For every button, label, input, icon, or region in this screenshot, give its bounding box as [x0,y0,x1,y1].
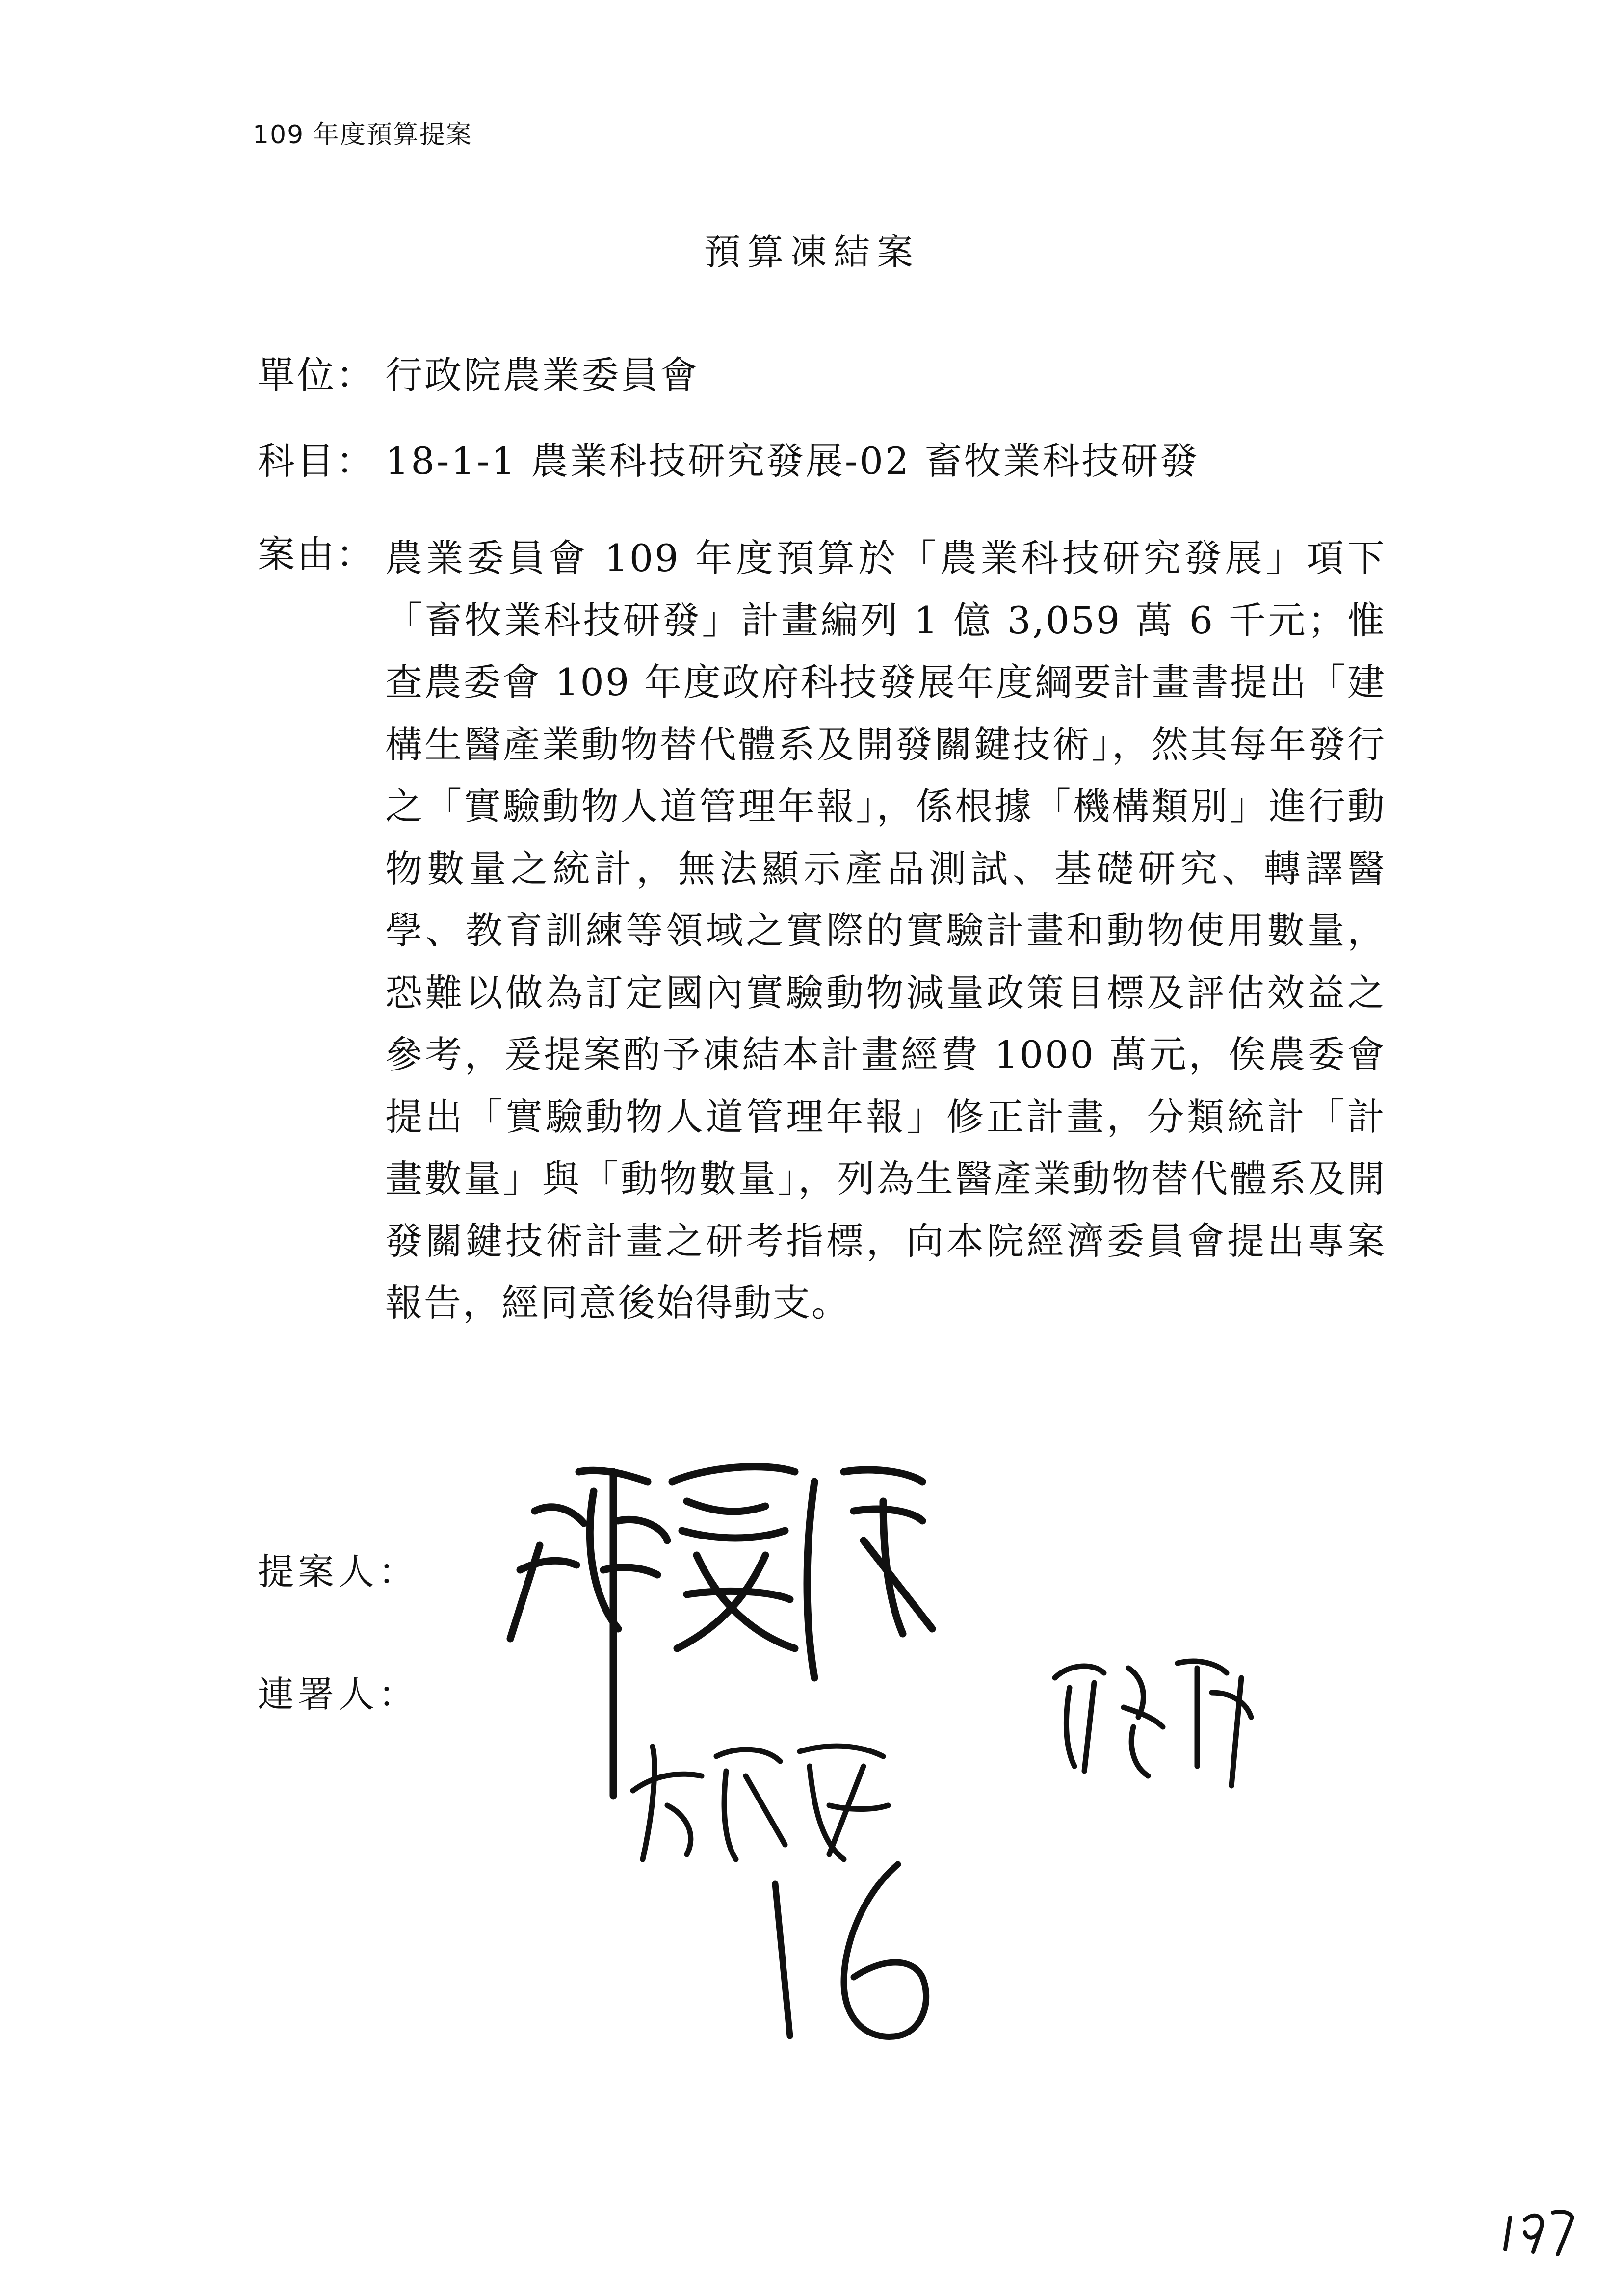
reason-label: 案由： [258,532,375,576]
unit-label: 單位： [258,353,375,397]
unit-value: 行政院農業委員會 [385,353,699,397]
cosigner-label: 連署人： [258,1673,419,1716]
document-title: 預算凍結案 [704,231,920,273]
reason-text: 農業委員會 109 年度預算於「農業科技研究發展」項下「畜牧業科技研發」計畫編列 1 億 3,059 萬 6 千元；惟查農委會 109 年度政府科技發展年度綱要計畫書提出「建構生醫產業動物替代體系及開發關鍵技術」，然其每年發行之「實驗動物人道管理年報」，係根據「機構類別」進行動物數量之統計，無法顯示產品測試、基礎研究、轉譯醫學、教育訓練等領域之實際的實驗計畫和動物使用數量，恐難以做為訂定國內實驗動物減量政策目標及評估效益之參考，爰提案酌予凍結本計畫經費 1000 萬元，俟農委會提出「實驗動物人道管理年報」修正計畫，分類統計「計畫數量」與「動物數量」，列為生醫產業動物替代體系及開發關鍵技術計畫之研考指標，向本院經濟委員會提出專案報告，經同意後始得動支。 [385,536,1386,1325]
proposer-label: 提案人： [258,1551,419,1593]
subject-value: 18-1-1 農業科技研究發展-02 畜牧業科技研發 [385,439,1200,483]
subject-label: 科目： [258,439,375,483]
budget-year-note: 109 年度預算提案 [253,120,472,150]
